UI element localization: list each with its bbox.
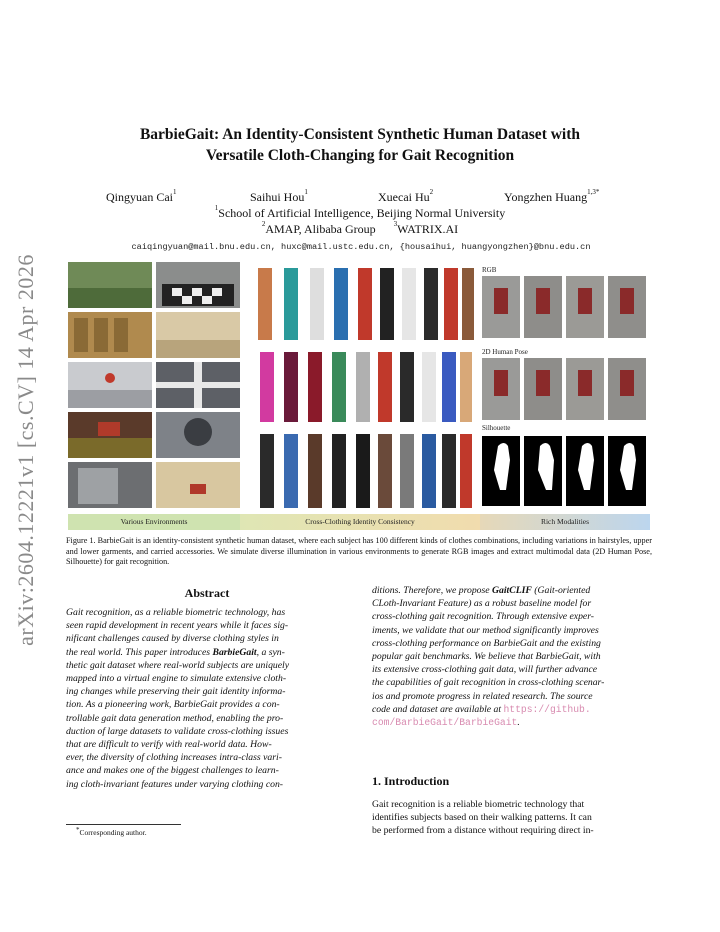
abstract-line: ios and promote progress in related research. The source	[372, 690, 593, 702]
abstract-line: cross-clothing performance on BarbieGait and the existing	[372, 637, 601, 649]
abstract-line	[372, 703, 654, 716]
abstract-line: ance and makes one of the biggest challenges to learn-	[66, 765, 279, 777]
figure-caption: Figure 1. BarbieGait is an identity-consistent synthetic human dataset, where each subject has 100 different kinds of clothes combinations, including variations in hairstyles, upper and lower garments, and carried accessories. We simulate diverse illumination in various environments to generate RGB images and extract multimodal data (2D Human Pose, Silhouette) for gait recognition.	[66, 536, 652, 566]
strip-environments: Various Environments	[68, 514, 240, 530]
abstract-line: cross-clothing gait recognition. Through extensive exper-	[372, 611, 595, 623]
abstract-line: seen rapid development in recent years while it faces sig-	[66, 620, 289, 632]
affiliation-2-3	[80, 222, 640, 237]
author-name: Qingyuan Cai	[106, 190, 173, 204]
abstract-line: tion. As a pioneering work, BarbieGait provides a con-	[66, 699, 280, 711]
pose-row	[482, 358, 646, 420]
silhouette-row	[482, 436, 646, 506]
rgb-row	[482, 276, 646, 338]
abstract-line: trollable gait data generation method, enabling the pro-	[66, 712, 284, 724]
figure-row-3	[260, 434, 472, 508]
intro-heading: 1. Introduction	[372, 774, 450, 788]
abstract-text: ditions. Therefore, we propose	[372, 585, 493, 596]
affiliation-1	[80, 206, 640, 221]
affil-text: WATRIX.AI	[397, 222, 459, 236]
abstract-line: popular gait benchmarks. We believe that BarbieGait, with	[372, 651, 601, 663]
footnote	[76, 828, 147, 837]
label-rgb: RGB	[482, 266, 497, 274]
author-sup: 1,3*	[587, 188, 600, 196]
label-silhouette: Silhouette	[482, 424, 511, 432]
abstract-line: thetic gait dataset where real-world subjects are uniquely	[66, 659, 290, 671]
abstract-right-column	[372, 584, 654, 729]
cross-clothing-figures	[244, 262, 476, 512]
author-3	[378, 190, 433, 205]
abstract-line: iments, we validate that our method significantly improves	[372, 624, 599, 636]
affil-sup: 3	[393, 220, 398, 228]
affil-sup: 2	[261, 220, 266, 228]
strip-cross-clothing: Cross-Clothing Identity Consistency	[240, 514, 480, 530]
paper-title	[80, 124, 640, 166]
author-2	[250, 190, 308, 205]
modality-thumbnails	[480, 276, 650, 508]
affil-text: AMAP, Alibaba Group	[265, 222, 376, 236]
abstract-line: ing changes while preserving their gait identity informa-	[66, 686, 286, 698]
abstract-heading: Abstract	[184, 586, 230, 600]
author-1	[106, 190, 177, 205]
abstract-text: , a syn-	[256, 646, 285, 658]
footnote-mark: *	[76, 826, 80, 834]
author-name: Xuecai Hu	[378, 190, 430, 204]
abstract-line: the capabilities of gait recognition in cross-clothing scenar-	[372, 677, 605, 689]
abstract-line: mapped into a virtual engine to simulate extensive cloth-	[66, 673, 287, 685]
intro-line: identifies subjects based on their walking patterns. It can	[372, 812, 592, 824]
abstract-line	[372, 584, 654, 597]
abstract-line	[66, 646, 348, 659]
arxiv-stamp-text: arXiv:2604.12221v1 [cs.CV] 14 Apr 2026	[13, 254, 38, 646]
arxiv-stamp	[6, 250, 46, 650]
abstract-line: duction of large datasets to validate cross-clothing issues	[66, 725, 289, 737]
abstract-text: (Gait-oriented	[531, 585, 591, 596]
abstract-line: ever, the diversity of clothing increases intra-class vari-	[66, 752, 282, 764]
code-link[interactable]: com/BarbieGait/BarbieGait	[372, 717, 518, 729]
title-line-2: Versatile Cloth-Changing for Gait Recognition	[205, 147, 515, 164]
strip-modalities: Rich Modalities	[480, 514, 650, 530]
figure-row-1	[258, 268, 474, 340]
abstract-left-column	[66, 606, 348, 791]
author-name: Yongzhen Huang	[504, 190, 588, 204]
affil-sup: 1	[214, 204, 219, 212]
abstract-line: Gait recognition, as a reliable biometric technology, has	[66, 607, 286, 618]
title-line-1: BarbieGait: An Identity-Consistent Synthetic Human Dataset with	[139, 126, 581, 143]
code-link[interactable]: https://github.	[503, 703, 591, 715]
footnote-rule	[66, 824, 181, 825]
dataset-name: BarbieGait	[212, 646, 257, 658]
figure-row-2	[260, 352, 472, 422]
label-2d-pose: 2D Human Pose	[482, 348, 528, 356]
method-name: GaitCLIF	[492, 585, 532, 596]
abstract-line: its extensive cross-clothing gait data, will further advance	[372, 664, 598, 676]
abstract-text: the real world. This paper introduces	[66, 646, 213, 658]
intro-line: be performed from a distance without requiring direct in-	[372, 825, 594, 837]
author-4	[504, 190, 599, 205]
intro-line: Gait recognition is a reliable biometric technology that	[372, 799, 585, 810]
abstract-line: that are difficult to verify with real-world data. How-	[66, 739, 272, 751]
footnote-text: Corresponding author.	[79, 828, 147, 837]
author-sup: 1	[304, 188, 308, 196]
intro-text	[372, 798, 654, 838]
abstract-line: com/BarbieGait/BarbieGait.	[372, 717, 520, 729]
abstract-line: CLoth-Invariant Feature) as a robust baseline model for	[372, 598, 592, 610]
author-name: Saihui Hou	[250, 190, 305, 204]
abstract-line: ing cloth-invariant features under varying clothing con-	[66, 778, 284, 790]
environment-thumbnails	[68, 262, 240, 512]
abstract-line: nificant challenges caused by diverse clothing styles in	[66, 633, 279, 645]
author-sup: 2	[429, 188, 434, 196]
affil-text: School of Artificial Intelligence, Beijing Normal University	[218, 206, 506, 220]
abstract-text: code and dataset are available at	[372, 703, 504, 715]
author-sup: 1	[173, 188, 177, 196]
author-emails: caiqingyuan@mail.bnu.edu.cn, huxc@mail.ustc.edu.cn, {housaihui, huangyongzhen}@bnu.edu.cn	[131, 242, 591, 252]
